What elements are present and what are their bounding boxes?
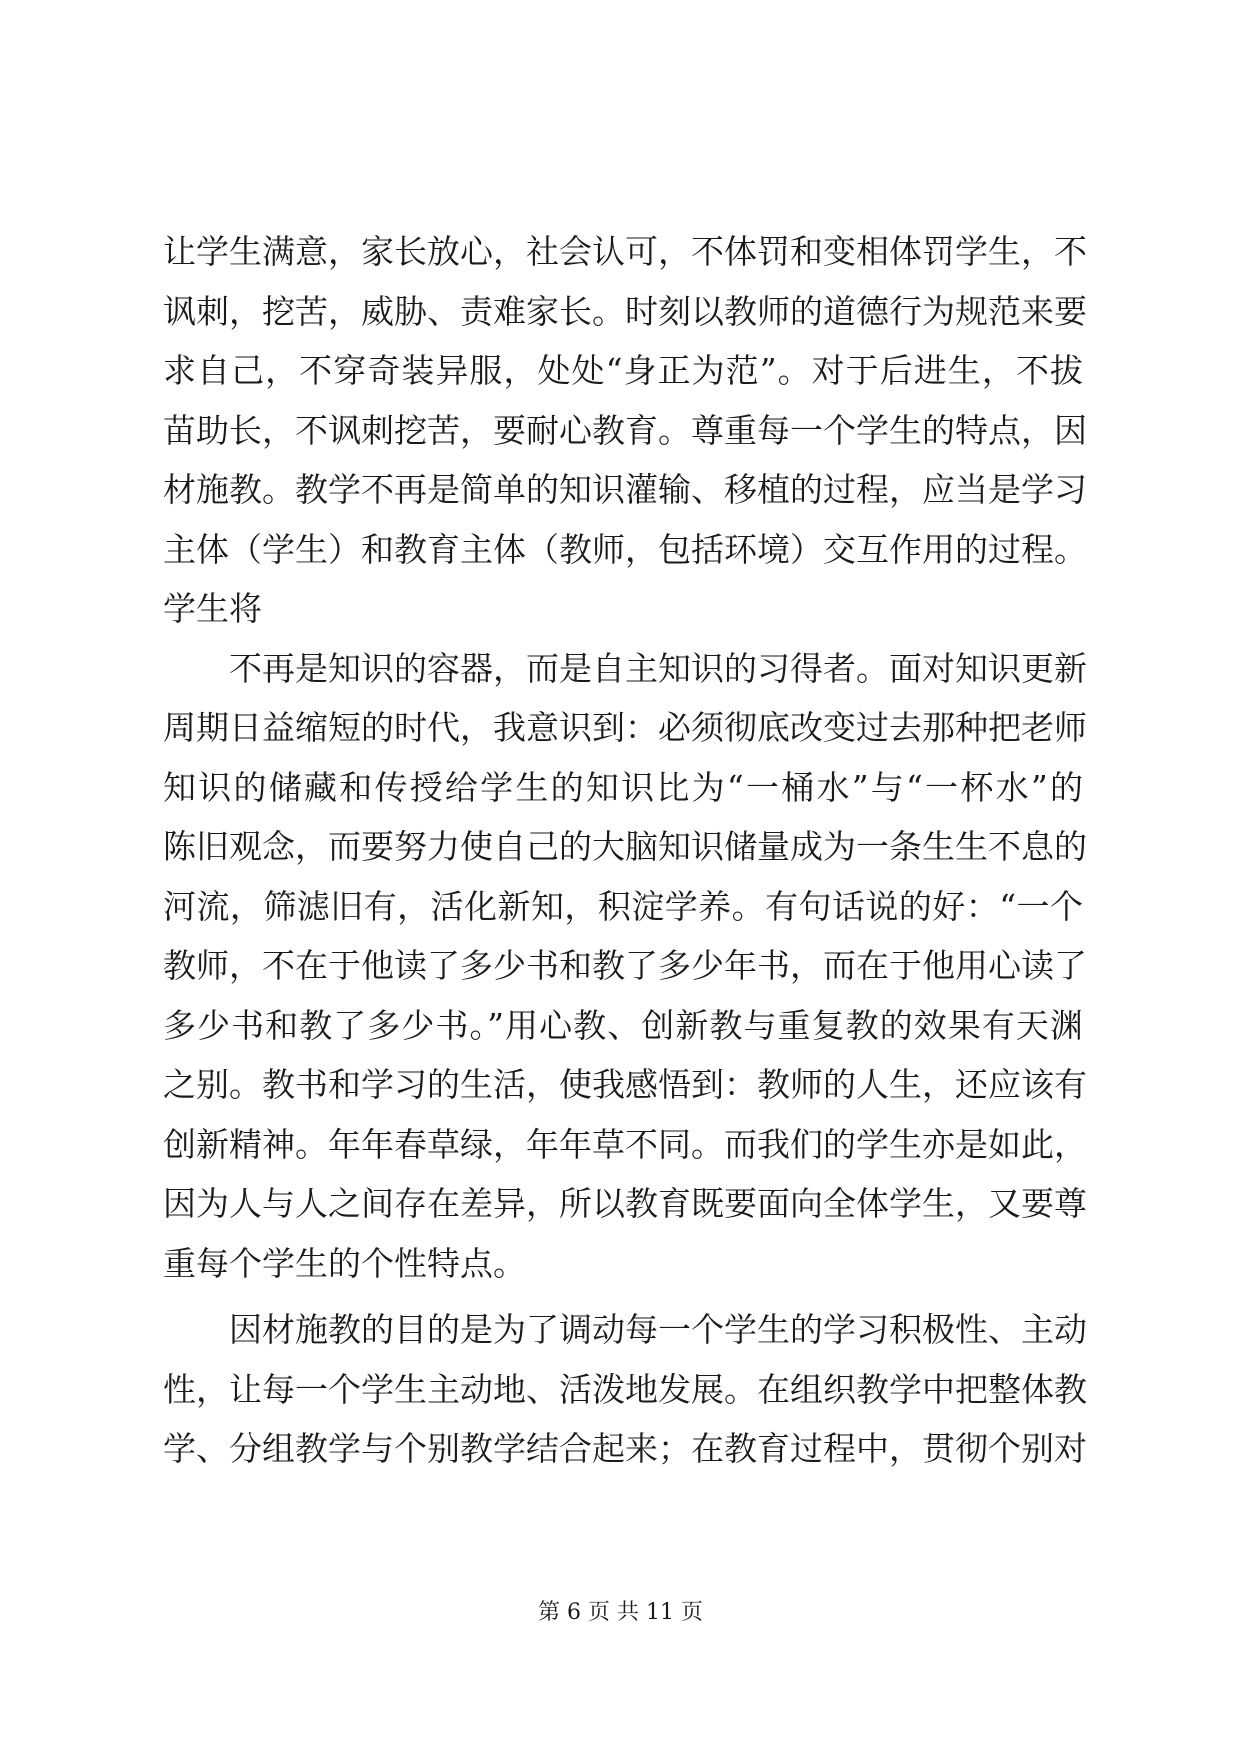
text-line: 不再是知识的容器，而是自主知识的习得者。面对知识更新 [229,648,1087,688]
text-line: 创新精神。年年春草绿，年年草不同。而我们的学生亦是如此， [163,1124,1087,1164]
text-line: 之别。教书和学习的生活，使我感悟到：教师的人生，还应该有 [163,1065,1087,1104]
text-line: 周期日益缩短的时代，我意识到：必须彻底改变过去那种把老师 [163,708,1087,747]
document-body [163,222,1087,1479]
text-line: 求自己，不穿奇装异服，处处“身正为范”。对于后进生，不拔 [163,351,1083,390]
paragraph-3 [163,1300,1087,1479]
text-line: 主体（学生）和教育主体（教师，包括环境）交互作用的过程。 [163,529,1087,569]
text-line: 河流，筛滤旧有，活化新知，积淀学养。有句话说的好：“一个 [163,886,1083,926]
page-number-label: 第 6 页 共 11 页 [538,1600,703,1625]
text-line: 让学生满意，家长放心，社会认可，不体罚和变相体罚学生，不 [163,232,1087,271]
text-line: 陈旧观念，而要努力使自己的大脑知识储量成为一条生生不息的 [163,827,1087,866]
text-line: 知识的储藏和传授给学生的知识比为“一桶水”与“一杯水”的 [163,767,1083,807]
text-line: 学生将 [163,589,262,628]
text-line: 材施教。教学不再是简单的知识灌输、移植的过程，应当是学习 [163,470,1087,509]
text-line: 性，让每一个学生主动地、活泼地发展。在组织教学中把整体教 [163,1369,1087,1409]
paragraph-1 [163,222,1087,639]
text-line: 讽刺，挖苦，威胁、责难家长。时刻以教师的道德行为规范来要 [163,291,1087,331]
paragraph-2 [163,639,1087,1294]
text-line: 因为人与人之间存在差异，所以教育既要面向全体学生，又要尊 [163,1184,1087,1223]
text-line: 多少书和教了多少书。”用心教、创新教与重复教的效果有天渊 [163,1005,1083,1045]
text-line: 苗助长，不讽刺挖苦，要耐心教育。尊重每一个学生的特点，因 [163,410,1087,450]
text-line: 重每个学生的个性特点。 [163,1243,526,1283]
text-line: 学、分组教学与个别教学结合起来；在教育过程中，贯彻个别对 [163,1429,1087,1468]
page-footer [0,1598,1241,1628]
text-line: 教师，不在于他读了多少书和教了多少年书，而在于他用心读了 [163,946,1087,985]
text-line: 因材施教的目的是为了调动每一个学生的学习积极性、主动 [229,1310,1087,1349]
